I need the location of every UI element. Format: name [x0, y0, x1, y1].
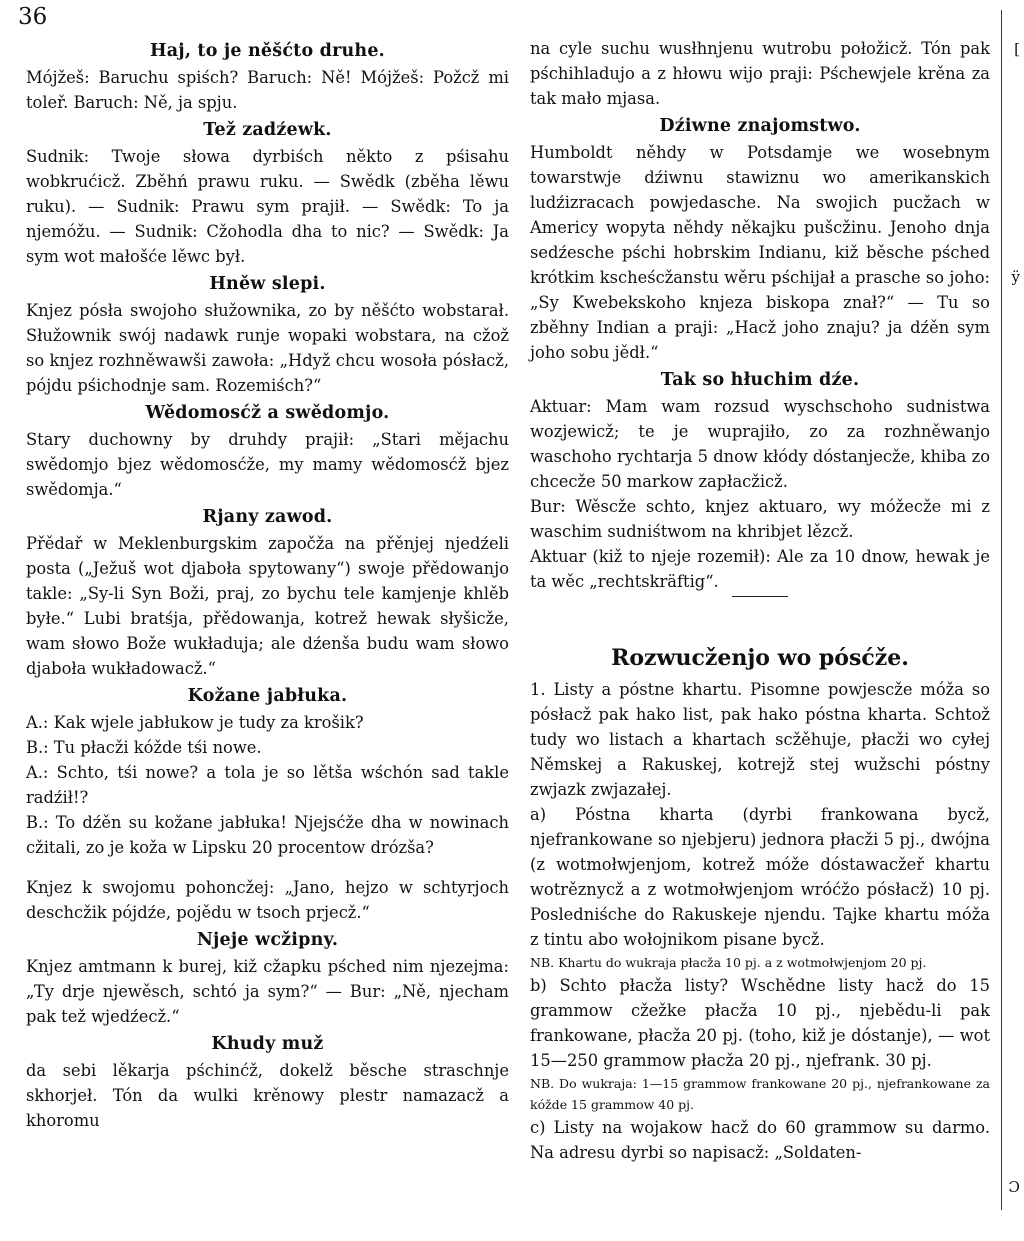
paragraph: c) Listy na wojakow hacž do 60 grammow su darmo. Na adresu dyrbi so napisacž: „Soldaten- [530, 1118, 990, 1162]
section-heading: Njeje wcžipny. [196, 930, 339, 950]
paragraph: B.: Tu płacži kóžde tśi nowe. [26, 738, 262, 757]
paragraph: Mójžeš: Baruchu spiśch? Baruch: Ně! Mójžeš: Požcž mi toleř. Baruch: Ně, ja spju. [26, 68, 509, 112]
paragraph: Bur: Wěscže schto, knjez aktuaro, wy móžecže mi z waschim sudniśtwom na khribjet lězcž. [530, 497, 990, 541]
paragraph: Stary duchowny by druhdy prajił: „Stari mějachu swědomjo bjez wědomosćže, my mamy wědomosćž bjez swědomja.“ [26, 430, 509, 499]
paragraph: 1. Listy a póstne khartu. Pisomne powjescže móža so pósłacž pak hako list, pak hako póstna kharta. Schtož tudy wo listach a khartach scžěhuje, płacži wo cyłej Němskej a Rakuskej, kotrejž stej wužschi póstny zwjazk zwjazałej. [530, 680, 990, 799]
spacer [26, 860, 509, 875]
edge-mark: ÿ [1011, 268, 1020, 286]
section-heading: Tak so hłuchim dźe. [660, 370, 860, 390]
paragraph: da sebi lěkarja pśchinćž, dokelž běsche straschnje skhorjeł. Tón da wulki krěnowy plestr namazacž a khoromu [26, 1061, 509, 1130]
section-heading: Kožane jabłuka. [187, 686, 348, 706]
paragraph: A.: Kak wjele jabłukow je tudy za krošik? [26, 713, 364, 732]
main-section-heading: Rozwucženjo wo pósćže. [611, 645, 909, 671]
paragraph: na cyle suchu wusłhnjenu wutrobu połožicž. Tón pak pśchihladujo a z hłowu wijo praji: Pśchewjele krěna za tak mało mjasa. [530, 39, 990, 108]
paragraph: Aktuar (kiž to njeje rozemił): Ale za 10 dnow, hewak je ta wěc „rechtskräftig“. [530, 547, 990, 591]
paragraph: a) Póstna kharta (dyrbi frankowana bycž, njefrankowane so njebjeru) jednora płacži 5 pj., dwójna (z wotmołwjenjom, kotrež móže dóstawacžeř khartu wotrěznycž a z wotmołwjenjom wróćžo pósłacž) 10 pj. Posledniśche do Rakuskeje njendu. Tajke khartu móža z tintu abo wołojnikom pisane bycž. [530, 805, 990, 949]
page-number: 36 [18, 4, 48, 30]
footnote: NB. Do wukraja: 1—15 grammow frankowane 20 pj., njefrankowane za kóžde 15 grammow 40 pj. [530, 1076, 990, 1112]
section-heading: Dźiwne znajomstwo. [659, 116, 861, 136]
paragraph: A.: Schto, tśi nowe? a tola je so lětša wśchón sad takle radźił!? [26, 763, 509, 807]
paragraph: Knjez pósła swojoho słužownika, zo by něšćto wobstarał. Słužownik swój nadawk runje wopaki wobstara, na cžož so knjez rozhněwawši zawoła: „Hdyž chcu wosoła pósłacž, pójdu pśichodnje sam. Rozemiśch?“ [26, 301, 509, 395]
right-column [530, 36, 990, 1165]
paragraph: Přědař w Meklenburgskim započža na přěnjej njedźeli posta („Ježuš wot djaboła spytowany“) swoje přědowanjo takle: „Sy-li Syn Boži, praj, zo bychu tele kamjenje khlěb byłe.“ Lubi bratśja, přědowanja, kotrež hewak słyšicže, wam słowo Bože wukładuja; ale dźenša budu wam słowo djaboła wukładowacž.“ [26, 534, 509, 678]
edge-mark: Ɔ [1008, 1178, 1020, 1196]
section-heading: Tež zadźewk. [203, 120, 332, 140]
section-heading: Haj, to je něšćto druhe. [150, 41, 385, 61]
paragraph: Sudnik: Twoje słowa dyrbiśch někto z pśisahu wobkrućicž. Zběhń prawu ruku. — Swědk (zběha lěwu ruku). — Sudnik: Prawu sym prajił. — Swědk: To ja njemóžu. — Sudnik: Cžohodla dha to nic? — Swědk: Ja sym wot małošće lěwc był. [26, 147, 509, 266]
edge-mark: [ [1014, 40, 1020, 58]
section-heading: Wědomosćž a swědomjo. [145, 403, 390, 423]
paragraph: B.: To dźěn su kožane jabłuka! Njejsćže dha w nowinach cžitali, zo je koža w Lipsku 20 procentow drózša? [26, 813, 509, 857]
section-heading: Khudy muž [211, 1034, 324, 1054]
section-heading: Hněw slepi. [209, 274, 326, 294]
paragraph: Aktuar: Mam wam rozsud wyschschoho sudnistwa wozjewicž; te je wuprajiło, zo za rozhněwanjo waschoho rychtarja 5 dnow kłódy dóstanjecže, khiba zo chcecže 50 markow zapłacžicž. [530, 397, 990, 491]
paragraph: b) Schto płacža listy? Wschědne listy hacž do 15 grammow cžežke płacža 10 pj., njebědu-li pak frankowane, płacža 20 pj. (toho, kiž je dóstanje), — wot 15—250 grammow płacža 20 pj., njefrank. 30 pj. [530, 976, 990, 1070]
spacer [530, 597, 990, 637]
paragraph: Knjez amtmann k burej, kiž cžapku pśched nim njezejma: „Ty drje njewěsch, schtó ja sym?“ — Bur: „Ně, njecham pak tež wjedźecž.“ [26, 957, 509, 1026]
left-column [26, 36, 509, 1133]
page-edge-line [1001, 10, 1002, 1210]
footnote: NB. Khartu do wukraja płacža 10 pj. a z wotmołwjenjom 20 pj. [530, 955, 927, 970]
section-heading: Rjany zawod. [202, 507, 333, 527]
paragraph: Humboldt něhdy w Potsdamje we wosebnym towarstwje dźiwnu stawiznu wo amerikanskich ludźizracach powjedasche. Na swojich pucžach w Americy wopyta něhdy někajku pušcžinu. Jenoho dnja sedźesche pśchi hobrskim Indianu, kiž běsche pśched krótkim kscheścžanstu wěru pśchijał a prasche so joho: „Sy Kwebekskoho knjeza biskopa znał?“ — Tu so zběhny Indian a praji: „Hacž joho znaju? ja dźěn sym joho sobu jědł.“ [530, 143, 990, 362]
paragraph: Knjez k swojomu pohoncžej: „Jano, hejzo w schtyrjoch deschcžik pójdźe, pojědu w tsoch prjecž.“ [26, 878, 509, 922]
